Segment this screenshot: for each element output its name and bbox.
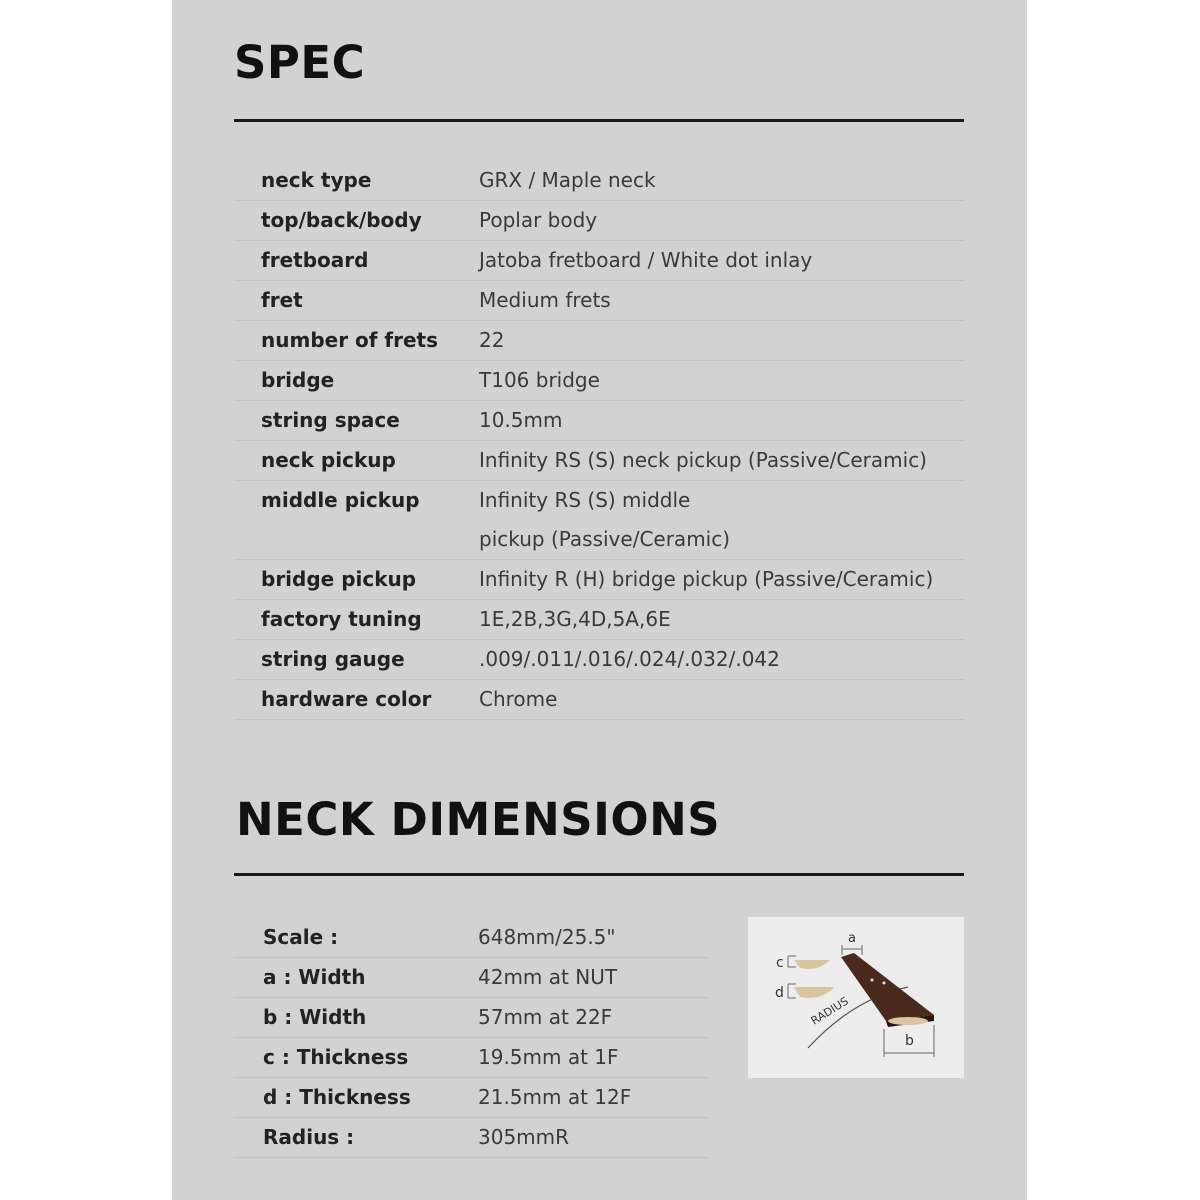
spec-row-middle-pickup: [234, 481, 964, 560]
spec-row-factory-tuning: [234, 600, 964, 640]
spec-key: top/back/body: [261, 208, 422, 232]
spec-row-number-of-frets: [234, 321, 964, 361]
spec-value-line: pickup (Passive/Ceramic): [479, 527, 731, 551]
neck-value: 57mm at 22F: [478, 1005, 613, 1029]
neck-value: 19.5mm at 1F: [478, 1045, 619, 1069]
spec-row-bridge: [234, 361, 964, 401]
neck-key: c : Thickness: [263, 1045, 409, 1069]
spec-value: Jatoba fretboard / White dot inlay: [479, 248, 813, 272]
spec-row-neck-pickup: [234, 441, 964, 481]
spec-key: factory tuning: [261, 607, 422, 631]
neck-value: 21.5mm at 12F: [478, 1085, 632, 1109]
spec-panel: [172, 0, 1027, 1200]
fret-dot: [871, 979, 874, 982]
spec-value: Medium frets: [479, 288, 611, 312]
spec-row-fretboard: [234, 241, 964, 281]
neck-key: Scale :: [263, 925, 339, 949]
neck-dimension-diagram: [748, 917, 964, 1078]
neck-row-scale: [234, 918, 708, 958]
spec-value: 1E,2B,3G,4D,5A,6E: [479, 607, 671, 631]
neck-row-d-thickness: [234, 1078, 708, 1118]
spec-divider: [234, 119, 964, 122]
neck-divider: [234, 873, 964, 876]
neck-row-radius: [234, 1118, 708, 1158]
d-section-shape: [794, 987, 834, 998]
d-label: d: [775, 985, 784, 1001]
neck-shape: [841, 953, 934, 1021]
neck-dimensions-heading: NECK DIMENSIONS: [236, 793, 721, 846]
spec-value: Poplar body: [479, 208, 598, 232]
neck-row-c-thickness: [234, 1038, 708, 1078]
spec-value: Infinity RS (S) neck pickup (Passive/Ceramic): [479, 448, 927, 472]
neck-dimensions-table: [234, 918, 708, 1158]
spec-value: Infinity R (H) bridge pickup (Passive/Ceramic): [479, 567, 934, 591]
spec-key: fret: [261, 288, 303, 312]
spec-row-hardware-color: [234, 680, 964, 720]
neck-value: 42mm at NUT: [478, 965, 618, 989]
spec-table: [234, 161, 964, 720]
spec-row-string-space: [234, 401, 964, 441]
spec-row-neck-type: [234, 161, 964, 201]
spec-value: .009/.011/.016/.024/.032/.042: [479, 647, 780, 671]
d-dimension-bracket: [788, 984, 796, 998]
spec-value: 10.5mm: [479, 408, 563, 432]
spec-key: neck pickup: [261, 448, 396, 472]
c-dimension-bracket: [788, 956, 796, 967]
spec-key: string gauge: [261, 647, 405, 671]
spec-row-bridge-pickup: [234, 560, 964, 600]
spec-heading: SPEC: [234, 36, 366, 89]
spec-value: T106 bridge: [479, 368, 600, 392]
fret-dot: [883, 982, 886, 985]
neck-heel-wood: [888, 1017, 928, 1025]
neck-key: a : Width: [263, 965, 366, 989]
c-label: c: [776, 955, 784, 971]
spec-key: neck type: [261, 168, 372, 192]
spec-key: string space: [261, 408, 400, 432]
spec-value: Chrome: [479, 687, 558, 711]
spec-key: bridge pickup: [261, 567, 417, 591]
spec-key: number of frets: [261, 328, 439, 352]
spec-value: [479, 481, 964, 559]
spec-value: 22: [479, 328, 505, 352]
neck-key: b : Width: [263, 1005, 367, 1029]
spec-key: middle pickup: [261, 488, 420, 512]
neck-diagram-svg: [748, 917, 964, 1078]
spec-value-line: Infinity RS (S) middle: [479, 488, 691, 512]
spec-key: bridge: [261, 368, 335, 392]
neck-value: 305mmR: [478, 1125, 570, 1149]
neck-row-b-width: [234, 998, 708, 1038]
b-label: b: [905, 1033, 914, 1049]
spec-key: hardware color: [261, 687, 432, 711]
spec-key: fretboard: [261, 248, 369, 272]
spec-row-string-gauge: [234, 640, 964, 680]
a-label: a: [848, 931, 856, 946]
neck-value: 648mm/25.5": [478, 925, 616, 949]
spec-row-fret: [234, 281, 964, 321]
radius-label: RADIUS: [808, 994, 851, 1028]
spec-value: GRX / Maple neck: [479, 168, 656, 192]
neck-row-a-width: [234, 958, 708, 998]
spec-row-body: [234, 201, 964, 241]
c-section-shape: [794, 960, 830, 969]
neck-key: d : Thickness: [263, 1085, 411, 1109]
neck-key: Radius :: [263, 1125, 355, 1149]
